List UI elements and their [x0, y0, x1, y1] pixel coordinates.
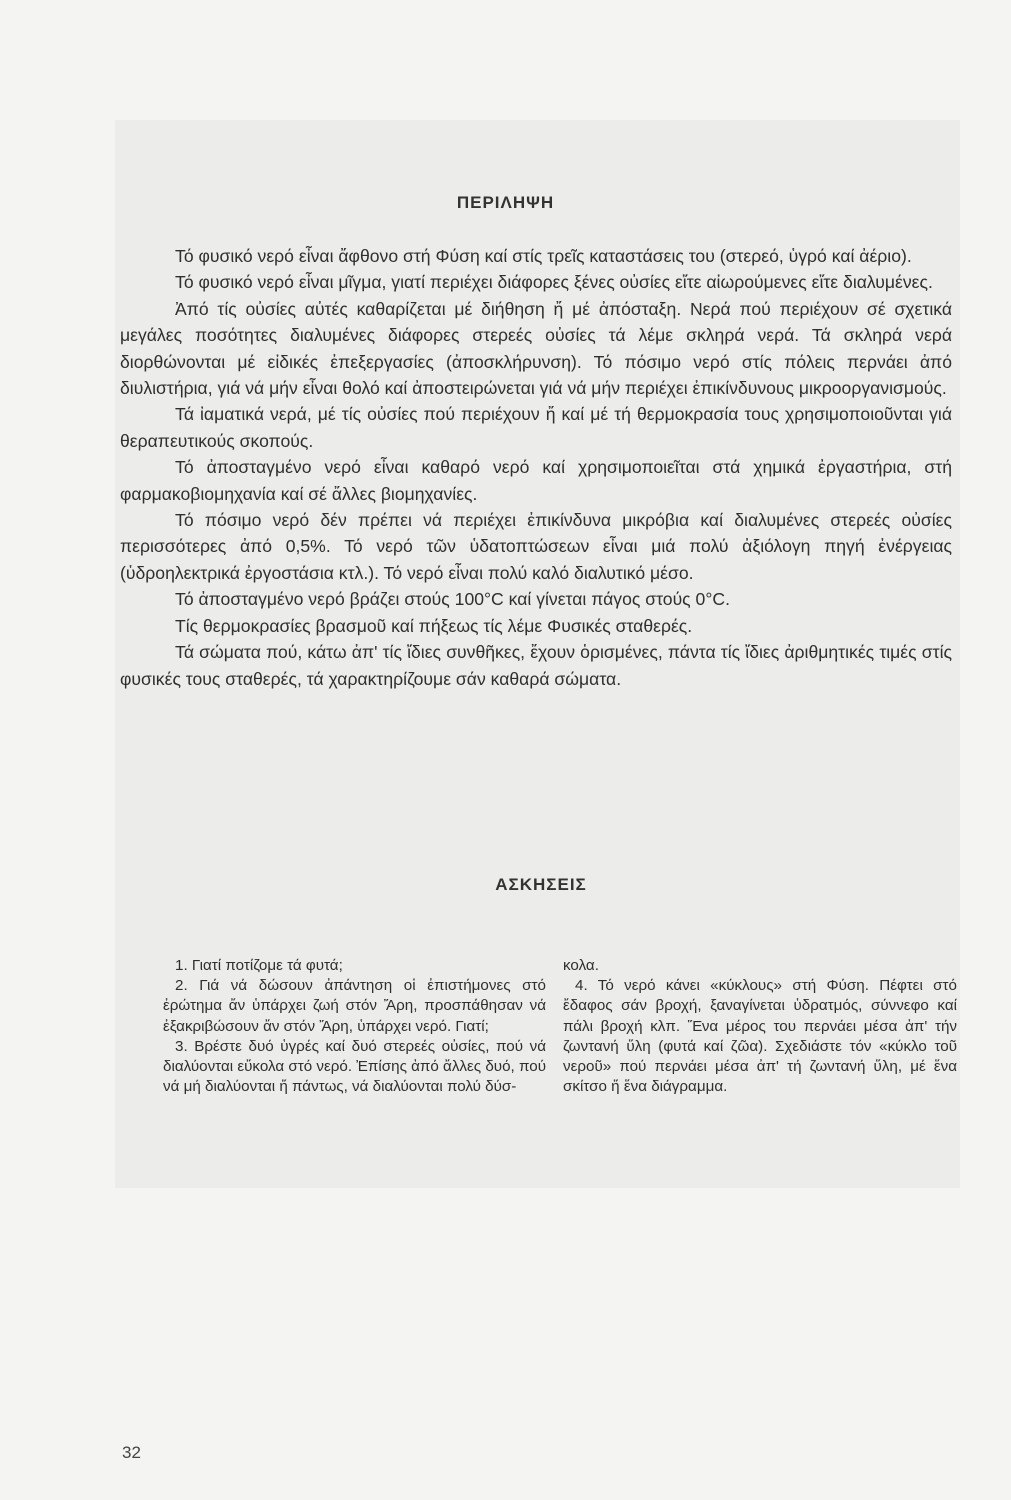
- summary-heading: ΠΕΡΙΛΗΨΗ: [456, 193, 555, 212]
- summary-paragraph: Τό ἀποσταγμένο νερό βράζει στούς 100°C καί γίνεται πάγος στούς 0°C.: [175, 589, 730, 610]
- summary-paragraph: Τά ἰαματικά νερά, μέ τίς οὐσίες πού περιέχουν ἤ καί μέ τή θερμοκρασία τους χρησιμοποιοῦνται γιά θεραπευτικούς σκοπούς.: [120, 404, 952, 451]
- summary-paragraph: Ἀπό τίς οὐσίες αὐτές καθαρίζεται μέ διήθηση ἤ μέ ἀπόσταξη. Νερά πού περιέχουν σέ σχετικά μεγάλες ποσότητες διαλυμένες διάφορες στερεές οὐσίες τά λέμε σκληρά νερά. Τά σκληρά νερά διορθώνονται μέ εἰδικές ἐπεξεργασίες (ἀποσκλήρυνση). Τό πόσιμο νερό στίς πόλεις περνάει ἀπό διυλιστήρια, γιά νά μήν εἶναι θολό καί ἀποστειρώνεται γιά νά μήν περιέχει ἐπικίνδυνους μικροοργανισμούς.: [120, 298, 952, 399]
- exercise-item: 4. Τό νερό κάνει «κύκλους» στή Φύση. Πέφτει στό ἔδαφος σάν βροχή, ξαναγίνεται ὑδρατμός, σύννεφο καί πάλι βροχή κλπ. Ἕνα μέρος του περνάει μέσα ἀπ' τήν ζωντανή ὕλη (φυτά καί ζῶα). Σχεδιάστε τόν «κύκλο τοῦ νεροῦ» πού περνάει μέσα ἀπ' τή ζωντανή ὕλη, μέ ἕνα σκίτσο ἤ ἕνα διάγραμμα.: [563, 977, 957, 1096]
- exercise-item: 3. Βρέστε δυό ὑγρές καί δυό στερεές οὐσίες, πού νά διαλύονται εὔκολα στό νερό. Ἐπίσης ἀπό ἄλλες δυό, πού νά μή διαλύονται ἤ πάντως, νά διαλύονται πολύ δύσ-: [163, 1037, 546, 1096]
- exercises-heading: ΑΣΚΗΣΕΙΣ: [495, 875, 587, 894]
- exercise-item: 2. Γιά νά δώσουν ἀπάντηση οἱ ἐπιστήμονες στό ἐρώτημα ἄν ὑπάρχει ζωή στόν Ἄρη, προσπάθησαν νά ἐξακριβώσουν ἄν στόν Ἄρη, ὑπάρχει νερό. Γιατί;: [163, 977, 546, 1035]
- summary-text: [120, 243, 952, 692]
- exercises-right-column: [563, 956, 957, 1097]
- summary-paragraph: Τό φυσικό νερό εἶναι ἄφθονο στή Φύση καί στίς τρεῖς καταστάσεις του (στερεό, ὑγρό καί ἀέριο).: [175, 246, 912, 266]
- page-number: 32: [122, 1443, 141, 1462]
- exercise-continuation: κολα.: [563, 957, 599, 974]
- summary-paragraph: Τά σώματα πού, κάτω ἀπ' τίς ἴδιες συνθῆκες, ἔχουν ὁρισμένες, πάντα τίς ἴδιες ἀριθμητικές τιμές στίς φυσικές τους σταθερές, τά χαρακτηρίζουμε σάν καθαρά σώματα.: [120, 642, 952, 689]
- summary-paragraph: Τίς θερμοκρασίες βρασμοῦ καί πήξεως τίς λέμε Φυσικές σταθερές.: [175, 615, 693, 636]
- summary-paragraph: Τό πόσιμο νερό δέν πρέπει νά περιέχει ἐπικίνδυνα μικρόβια καί διαλυμένες στερεές οὐσίες περισσότερες ἀπό 0,5%. Τό νερό τῶν ὑδατοπτώσεων εἶναι μιά πολύ ἀξιόλογη πηγή ἐνέργειας (ὑδροηλεκτρικά ἐργοστάσια κτλ.). Τό νερό εἶναι πολύ καλό διαλυτικό μέσο.: [120, 510, 952, 583]
- summary-paragraph: Τό φυσικό νερό εἶναι μῖγμα, γιατί περιέχει διάφορες ξένες οὐσίες εἴτε αἰωρούμενες εἴτε διαλυμένες.: [175, 272, 933, 293]
- exercises-left-column: [163, 956, 546, 1097]
- exercise-item: 1. Γιατί ποτίζομε τά φυτά;: [175, 957, 343, 974]
- summary-paragraph: Τό ἀποσταγμένο νερό εἶναι καθαρό νερό καί χρησιμοποιεῖται στά χημικά ἐργαστήρια, στή φαρμακοβιομηχανία καί σέ ἄλλες βιομηχανίες.: [120, 457, 952, 504]
